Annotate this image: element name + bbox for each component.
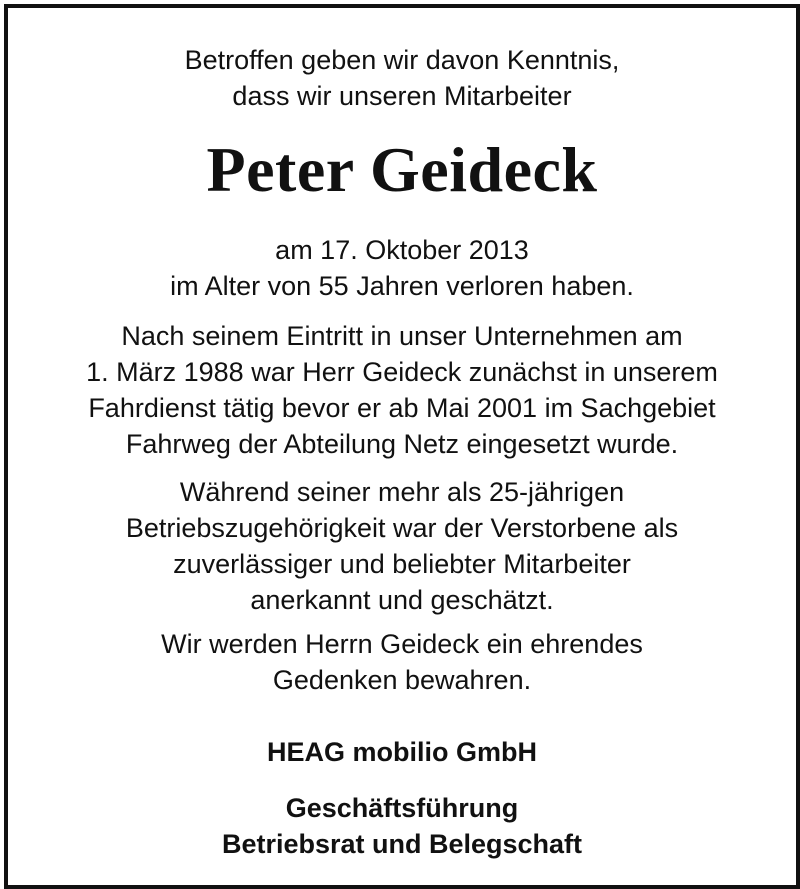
memory-line-1: Wir werden Herrn Geideck ein ehrendes [161, 629, 643, 659]
deceased-name: Peter Geideck [206, 134, 598, 205]
career-line-1: Nach seinem Eintritt in unser Unternehmen am [121, 321, 683, 351]
tenure-paragraph [8, 474, 796, 618]
signer-works-council: Betriebsrat und Belegschaft [221, 829, 583, 859]
memory-paragraph [8, 626, 796, 698]
career-line-2: 1. März 1988 war Herr Geideck zunächst in unserem [86, 357, 718, 387]
tenure-line-1: Während seiner mehr als 25-jährigen [179, 477, 625, 507]
death-line-1: am 17. Oktober 2013 [275, 235, 529, 265]
intro-line-1: Betroffen geben wir davon Kenntnis, [184, 45, 620, 75]
career-paragraph [8, 318, 796, 462]
signers-block [8, 790, 796, 862]
death-date-paragraph [8, 232, 796, 304]
death-line-2: im Alter von 55 Jahren verloren haben. [170, 271, 634, 301]
notice-border [4, 4, 800, 889]
intro-line-2: dass wir unseren Mitarbeiter [232, 81, 572, 111]
intro-paragraph [8, 42, 796, 114]
tenure-line-3: zuverlässiger und beliebter Mitarbeiter [173, 549, 631, 579]
signer-management: Geschäftsführung [285, 793, 519, 823]
memory-line-2: Gedenken bewahren. [272, 665, 532, 695]
career-line-3: Fahrdienst tätig bevor er ab Mai 2001 im Sachgebiet [88, 393, 716, 423]
company-name: HEAG mobilio GmbH [267, 737, 537, 767]
career-line-4: Fahrweg der Abteilung Netz eingesetzt wurde. [125, 429, 679, 459]
tenure-line-4: anerkannt und geschätzt. [250, 585, 554, 615]
tenure-line-2: Betriebszugehörigkeit war der Verstorbene als [125, 513, 679, 543]
obituary-notice [8, 8, 796, 885]
